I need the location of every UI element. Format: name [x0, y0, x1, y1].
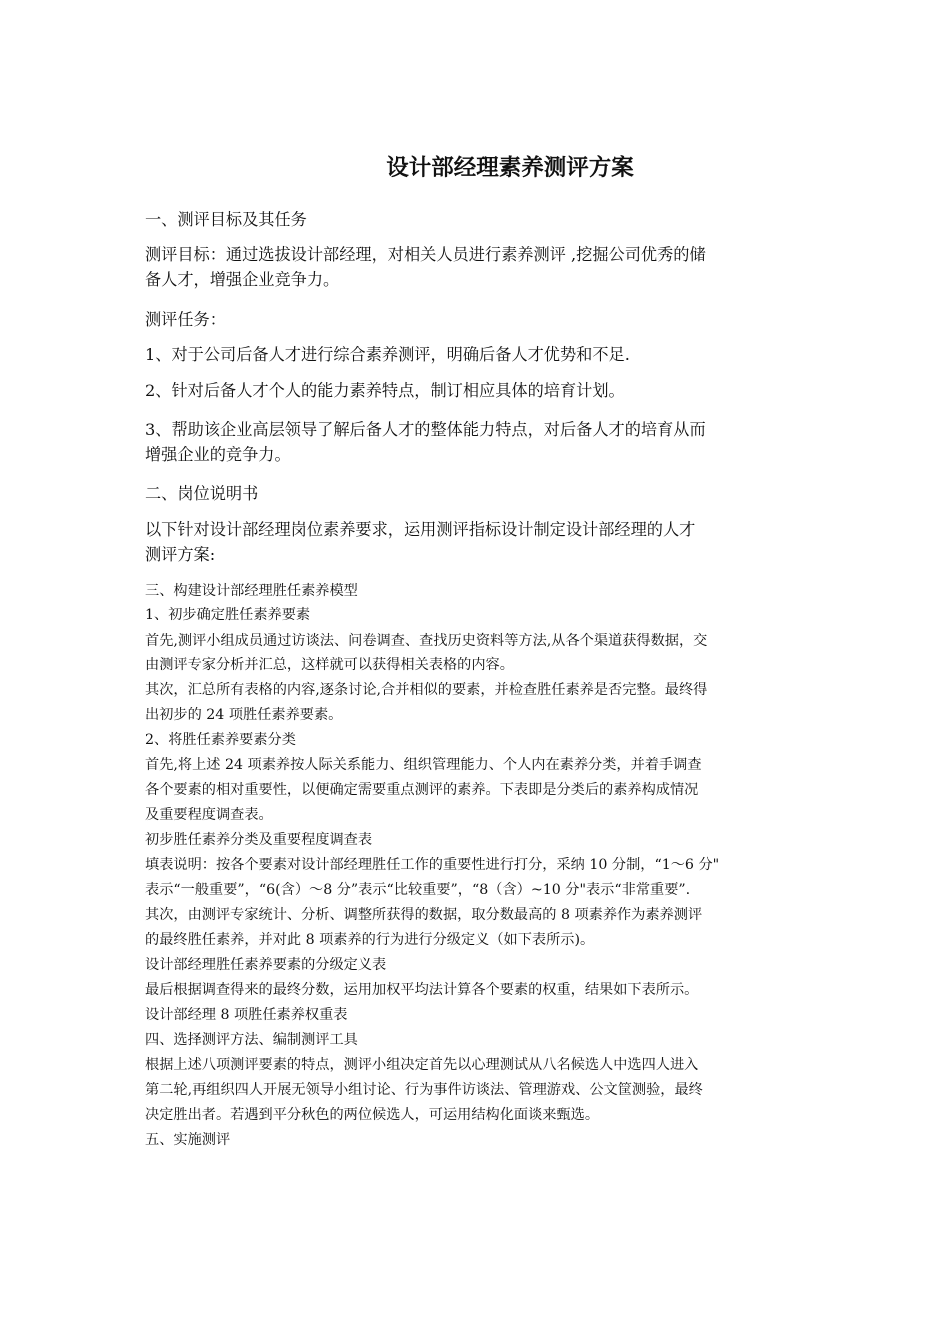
paragraph-3-4-line-1: 填表说明：按各个要素对设计部经理胜任工作的重要性进行打分，采纳 10 分制，“1～6 分" [145, 857, 720, 873]
section-5-heading: 五、实施测评 [145, 1132, 231, 1148]
table-2-caption: 设计部经理胜任素养要素的分级定义表 [145, 957, 387, 973]
table-3-caption: 设计部经理 8 项胜任素养权重表 [145, 1007, 348, 1023]
task-item-2: 2、针对后备人才个人的能力素养特点，制订相应具体的培育计划。 [145, 381, 625, 400]
paragraph-3-3-line-3: 及重要程度调查表。 [145, 807, 273, 823]
section-4-paragraph-line-2: 第二轮,再组织四人开展无领导小组讨论、行为事件访谈法、管理游戏、公文筐测验，最终 [145, 1082, 703, 1098]
subsection-3-2-heading: 2、将胜任素养要素分类 [145, 732, 296, 748]
paragraph-3-3-line-2: 各个要素的相对重要性，以便确定需要重点测评的素养。下表即是分类后的素养构成情况 [145, 782, 699, 798]
paragraph-3-4-line-2: 表示“一般重要”，“6(含）～8 分”表示“比较重要”，“8（含）~10 分"表示“非常重要”. [145, 882, 691, 898]
section-4-paragraph-line-1: 根据上述八项测评要素的特点，测评小组决定首先以心理测试从八名候选人中选四人进入 [145, 1057, 699, 1073]
paragraph-3-1-line-2: 由测评专家分析并汇总，这样就可以获得相关表格的内容。 [145, 657, 514, 673]
paragraph-3-3-line-1: 首先,将上述 24 项素养按人际关系能力、组织管理能力、个人内在素养分类，并着手调查 [145, 757, 702, 773]
section-4-paragraph-line-3: 决定胜出者。若遇到平分秋色的两位候选人，可运用结构化面谈来甄选。 [145, 1107, 600, 1123]
paragraph-3-1-line-1: 首先,测评小组成员通过访谈法、问卷调查、查找历史资料等方法,从各个渠道获得数据，交 [145, 633, 708, 649]
task-label: 测评任务： [145, 310, 226, 329]
task-item-1: 1、对于公司后备人才进行综合素养测评，明确后备人才优势和不足. [145, 345, 630, 364]
subsection-3-1-heading: 1、初步确定胜任素养要素 [145, 607, 311, 623]
section-4-heading: 四、选择测评方法、编制测评工具 [145, 1032, 358, 1048]
section-1-heading: 一、测评目标及其任务 [145, 210, 307, 229]
section-2-paragraph-line-2: 测评方案: [145, 545, 216, 564]
section-2-paragraph-line-1: 以下针对设计部经理岗位素养要求，运用测评指标设计制定设计部经理的人才 [145, 520, 696, 539]
section-3-heading: 三、构建设计部经理胜任素养模型 [145, 583, 358, 599]
table-1-caption: 初步胜任素养分类及重要程度调查表 [145, 832, 373, 848]
task-item-3-line-2: 增强企业的竞争力。 [145, 445, 291, 464]
document-title: 设计部经理素养测评方案 [386, 155, 634, 181]
task-item-3-line-1: 3、帮助该企业高层领导了解后备人才的整体能力特点，对后备人才的培育从而 [145, 420, 706, 439]
section-2-heading: 二、岗位说明书 [145, 484, 259, 503]
goal-paragraph-line-1: 测评目标：通过选拔设计部经理，对相关人员进行素养测评 ,挖掘公司优秀的储 [145, 245, 706, 264]
paragraph-3-2-line-2: 出初步的 24 项胜任素养要素。 [145, 707, 343, 723]
goal-paragraph-line-2: 备人才，增强企业竞争力。 [145, 270, 340, 289]
paragraph-3-5-line-2: 的最终胜任素养，并对此 8 项素养的行为进行分级定义（如下表所示)。 [145, 932, 595, 948]
paragraph-3-6: 最后根据调查得来的最终分数，运用加权平均法计算各个要素的权重，结果如下表所示。 [145, 982, 699, 998]
paragraph-3-5-line-1: 其次，由测评专家统计、分析、调整所获得的数据，取分数最高的 8 项素养作为素养测评 [145, 907, 703, 923]
paragraph-3-2-line-1: 其次，汇总所有表格的内容,逐条讨论,合并相似的要素，并检查胜任素养是否完整。最终得 [145, 682, 708, 698]
